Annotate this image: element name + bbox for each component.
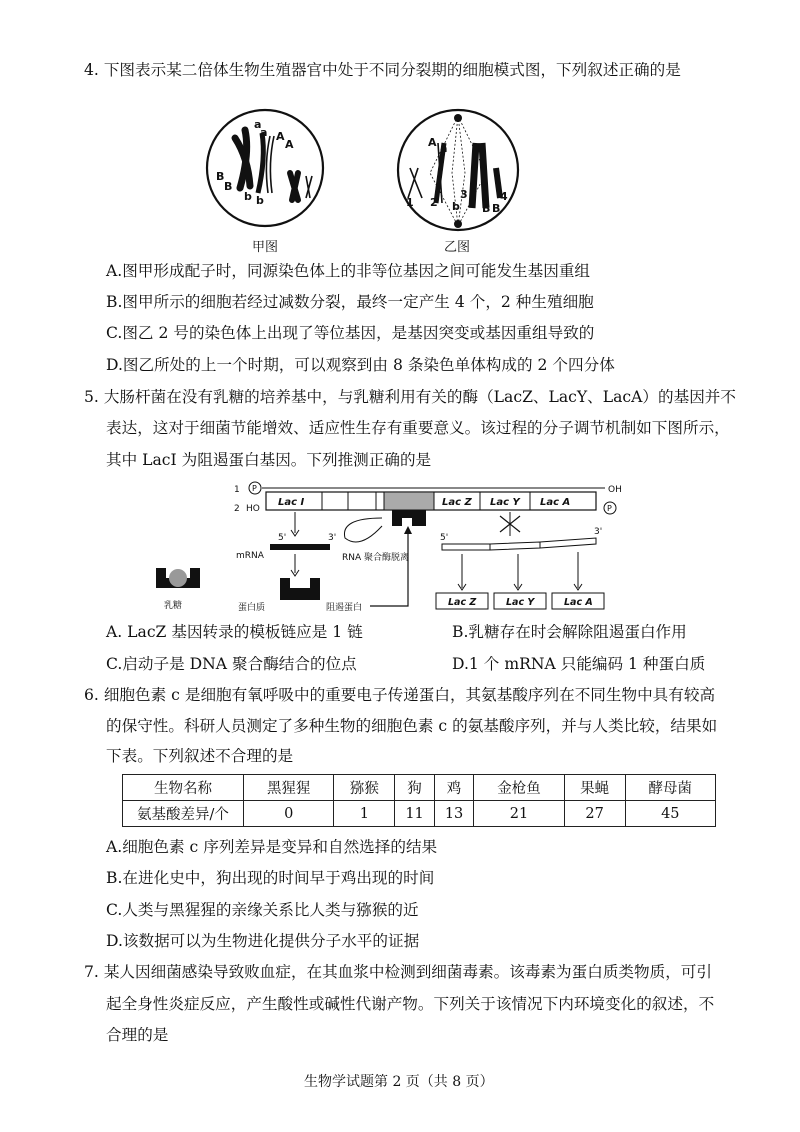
- yi-label-B1: B: [482, 202, 491, 215]
- cell-yi: [398, 110, 518, 255]
- q6-stem-line3: 下表。下列叙述不合理的是: [106, 747, 294, 765]
- jia-label-b1: b: [244, 190, 252, 203]
- product-lacy: Lac Y: [506, 597, 535, 608]
- fig-jia-caption: 甲图: [252, 240, 279, 255]
- table-cell: 21: [474, 801, 564, 827]
- jia-label-B1: B: [216, 170, 225, 183]
- q4-option-a: A.图甲形成配子时，同源染色体上的非等位基因之间可能发生基因重组: [106, 262, 591, 280]
- three-prime-2: 3': [594, 527, 603, 537]
- q5-option-a: A. LacZ 基因转录的模板链应是 1 链: [106, 623, 363, 641]
- yi-label-2: 2: [430, 196, 438, 209]
- jia-label-a1: a: [254, 118, 262, 131]
- table-cell: 1: [334, 801, 395, 827]
- table-cell: 生物名称: [123, 775, 244, 801]
- phosphate-3-label: P: [607, 504, 612, 513]
- q7-stem-line1: 7. 某人因细菌感染导致败血症，在其血浆中检测到细菌毒素。该毒素为蛋白质类物质，可引: [84, 963, 712, 981]
- five-prime-2: 5': [440, 533, 449, 543]
- table-cell: 0: [244, 801, 334, 827]
- table-cell: 27: [564, 801, 625, 827]
- gene-laci-label: Lac I: [278, 497, 305, 508]
- table-cell: 狗: [395, 775, 435, 801]
- table-row: [123, 775, 716, 801]
- repressor-label: 阻遏蛋白: [326, 603, 363, 613]
- page-footer: 生物学试题第 2 页（共 8 页）: [304, 1074, 494, 1090]
- q7-stem-line2: 起全身性炎症反应，产生酸性或碱性代谢产物。下列关于该情况下内环境变化的叙述，不: [106, 995, 715, 1013]
- q4-figure: [190, 108, 550, 258]
- table-cell: 猕猴: [334, 775, 395, 801]
- q5-stem-line2: 表达，这对于细菌节能增效、适应性生存有重要意义。该过程的分子调节机制如下图所示，: [106, 419, 730, 437]
- table-cell: 鸡: [434, 775, 474, 801]
- table-cell: 果蝇: [564, 775, 625, 801]
- product-lacz: Lac Z: [448, 597, 477, 608]
- q4-stem: 4. 下图表示某二倍体生物生殖器官中处于不同分裂期的细胞模式图，下列叙述正确的是: [84, 61, 681, 79]
- q5-option-b: B.乳糖存在时会解除阻遏蛋白作用: [452, 623, 687, 641]
- q5-stem-line1: 5. 大肠杆菌在没有乳糖的培养基中，与乳糖利用有关的酶（LacZ、LacY、LacA）的基因并不: [84, 388, 736, 406]
- table-cell: 45: [625, 801, 715, 827]
- q6-option-c: C.人类与黑猩猩的亲缘关系比人类与猕猴的近: [106, 901, 419, 919]
- q6-option-d: D.该数据可以为生物进化提供分子水平的证据: [106, 932, 420, 950]
- yi-label-3: 3: [460, 188, 468, 201]
- protein-label: 蛋白质: [238, 603, 266, 613]
- table-cell: 黑猩猩: [244, 775, 334, 801]
- ho-label: HO: [246, 504, 260, 514]
- yi-label-1: 1: [406, 196, 414, 209]
- jia-label-B2: B: [224, 180, 233, 193]
- q6-stem-line1: 6. 细胞色素 c 是细胞有氧呼吸中的重要电子传递蛋白，其氨基酸序列在不同生物中具有较高: [84, 686, 716, 704]
- gene-laca-label: Lac A: [540, 497, 571, 508]
- q6-option-b: B.在进化史中，狗出现的时间早于鸡出现的时间: [106, 869, 435, 887]
- fig-yi-caption: 乙图: [444, 240, 471, 255]
- strand-1-label: 1: [234, 485, 240, 495]
- gene-lacy-label: Lac Y: [490, 497, 520, 508]
- table-cell: 金枪鱼: [474, 775, 564, 801]
- q5-option-d: D.1 个 mRNA 只能编码 1 种蛋白质: [452, 655, 706, 673]
- yi-label-b: b: [452, 200, 460, 213]
- product-laca: Lac A: [564, 597, 593, 608]
- q5-stem-line3: 其中 LacI 为阻遏蛋白基因。下列推测正确的是: [106, 451, 432, 469]
- yi-label-a: a: [440, 142, 448, 155]
- yi-label-A: A: [428, 136, 437, 149]
- q4-option-b: B.图甲所示的细胞若经过减数分裂，最终一定产生 4 个，2 种生殖细胞: [106, 293, 594, 311]
- cytochrome-c-table: [122, 774, 716, 827]
- jia-label-a2: a: [260, 126, 268, 139]
- jia-label-A2: A: [285, 138, 294, 151]
- jia-label-b2: b: [256, 194, 264, 207]
- q6-option-a: A.细胞色素 c 序列差异是变异和自然选择的结果: [106, 838, 438, 856]
- q4-option-c: C.图乙 2 号的染色体上出现了等位基因，是基因突变或基因重组导致的: [106, 324, 595, 342]
- strand-2-label: 2: [234, 504, 240, 514]
- three-prime-1: 3': [328, 533, 337, 543]
- rna-polymerase-label: RNA 聚合酶脱离: [342, 553, 410, 563]
- five-prime-1: 5': [278, 533, 287, 543]
- jia-label-A1: A: [276, 130, 285, 143]
- gene-lacz-label: Lac Z: [442, 497, 472, 508]
- cell-jia: [207, 110, 323, 255]
- table-cell: 氨基酸差异/个: [123, 801, 244, 827]
- q7-stem-line3: 合理的是: [106, 1026, 169, 1044]
- yi-label-B2: B: [492, 202, 501, 215]
- table-cell: 酵母菌: [625, 775, 715, 801]
- mrna-label: mRNA: [236, 551, 264, 561]
- lac-operon-diagram: [150, 478, 650, 618]
- table-cell: 13: [434, 801, 474, 827]
- lactose-label: 乳糖: [164, 601, 183, 611]
- table-cell: 11: [395, 801, 435, 827]
- yi-label-4: 4: [500, 190, 508, 203]
- q5-option-c: C.启动子是 DNA 聚合酶结合的位点: [106, 655, 357, 673]
- oh-label: OH: [608, 485, 622, 495]
- q6-stem-line2: 的保守性。科研人员测定了多种生物的细胞色素 c 的氨基酸序列，并与人类比较，结果如: [106, 717, 718, 735]
- table-row: [123, 801, 716, 827]
- q4-option-d: D.图乙所处的上一个时期，可以观察到由 8 条染色单体构成的 2 个四分体: [106, 356, 615, 374]
- phosphate-5-label: P: [252, 484, 257, 493]
